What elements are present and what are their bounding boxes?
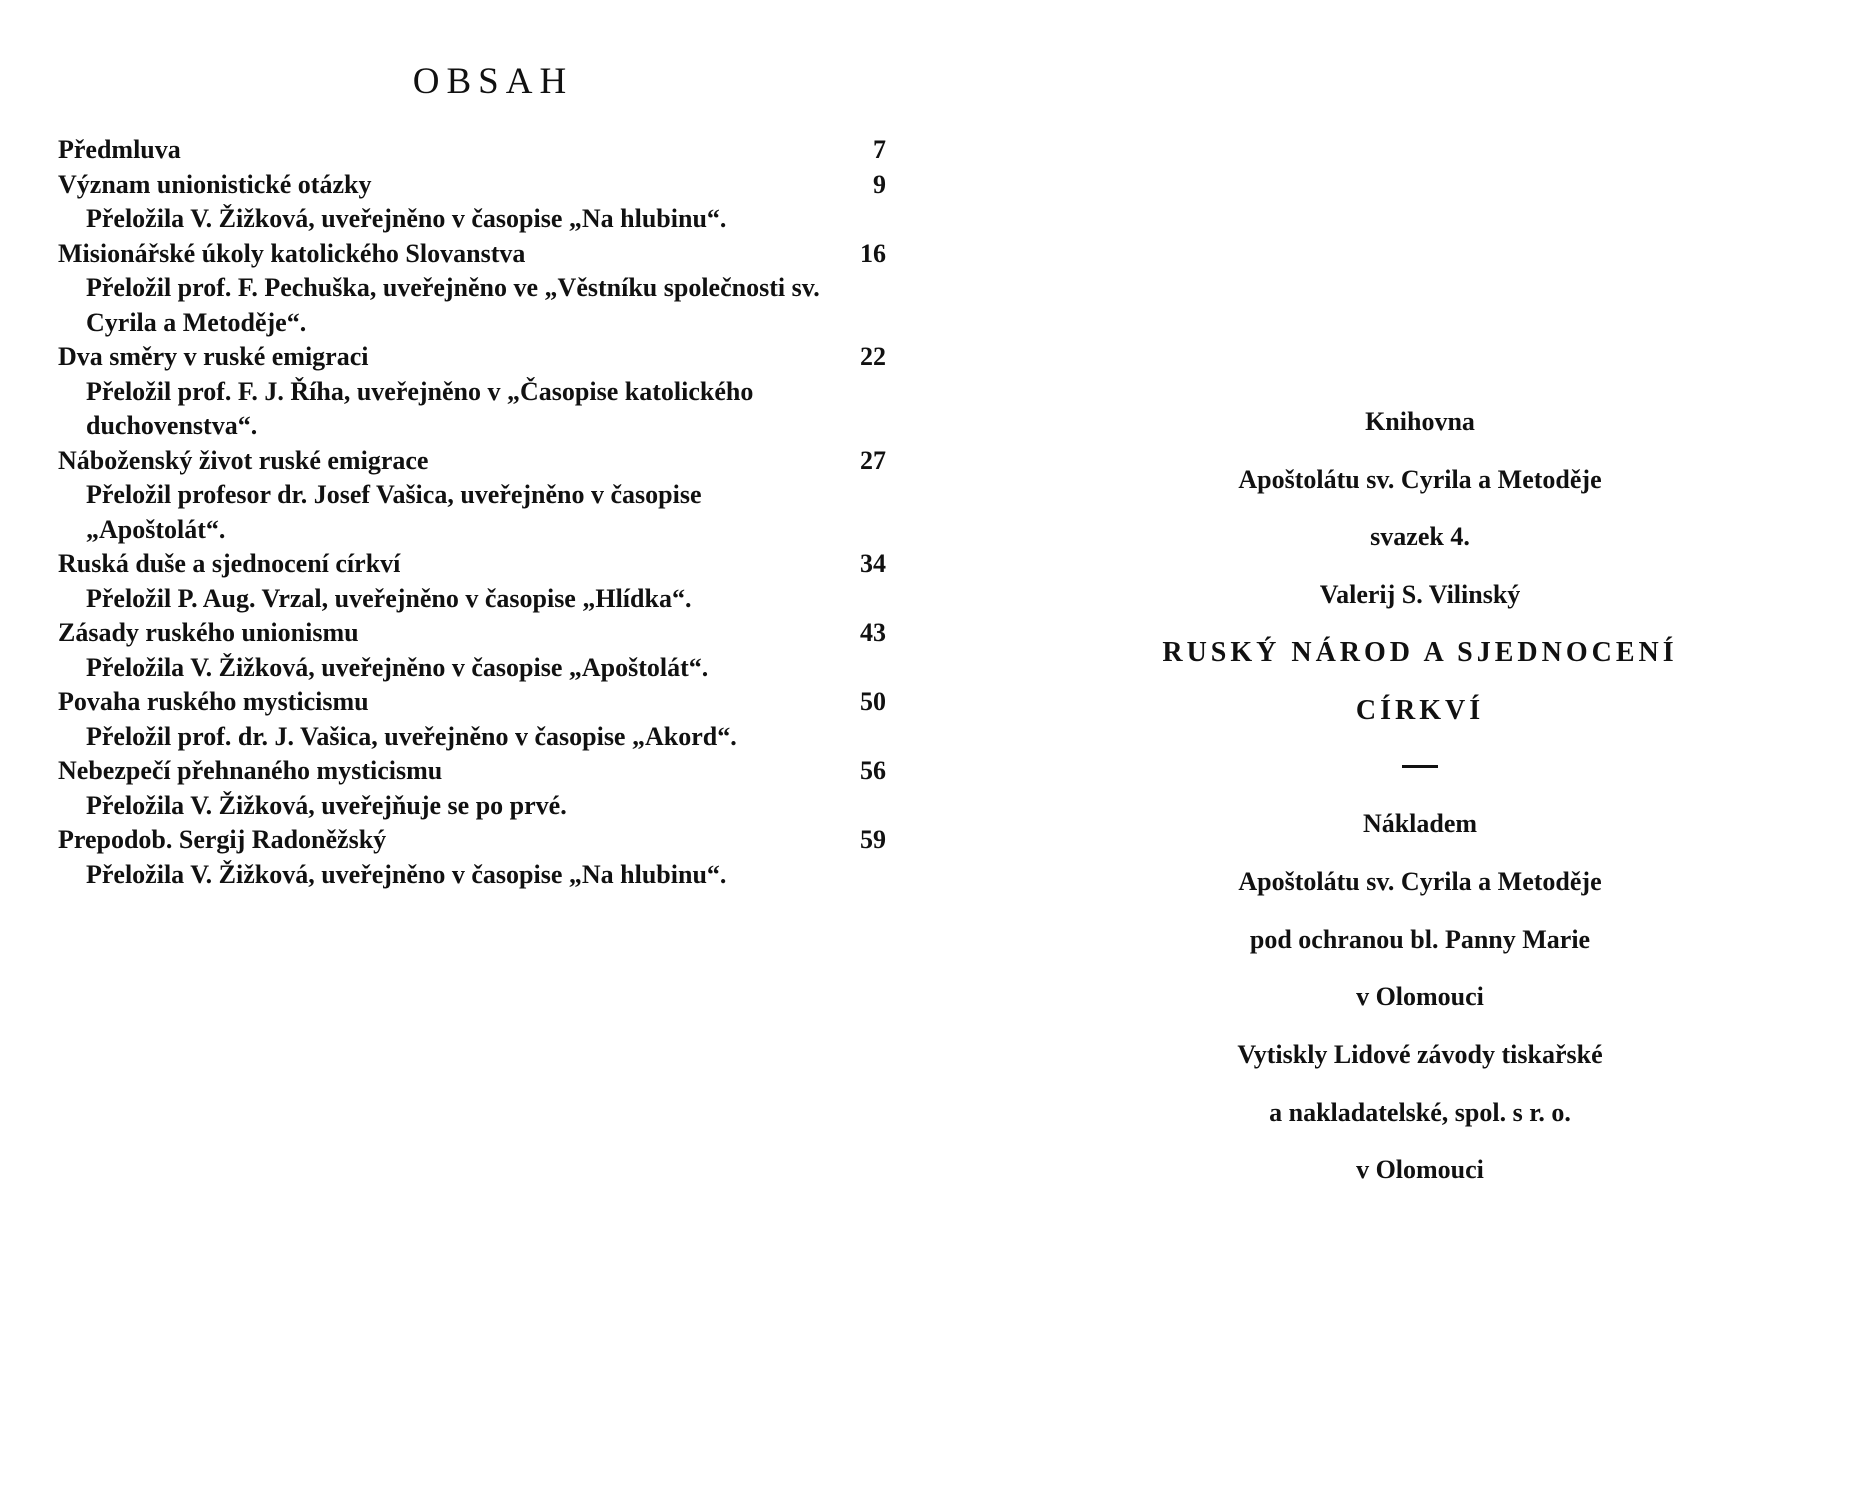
table-of-contents-page [58,60,898,892]
toc-entry-translator-note: Přeložila V. Žižková, uveřejněno v časopise „Apoštolát“. [86,652,709,682]
toc-entry [58,547,898,616]
toc-heading: OBSAH [412,61,574,102]
toc-entry [58,444,898,548]
toc-entry-title: Náboženský život ruské emigrace [58,445,429,475]
toc-entry-title: Zásady ruského unionismu [58,618,359,647]
printer-line-1: Vytiskly Lidové závody tiskařské [1237,1040,1603,1070]
toc-entry-title: Misionářské úkoly katolického Slovanstva [58,238,526,268]
toc-entry-row [58,616,898,651]
toc-entry-title: Nebezpečí přehnaného mysticismu [58,756,443,785]
toc-entry-title: Povaha ruského mysticismu [58,687,369,716]
toc-entry [58,616,898,685]
toc-entry [58,823,898,892]
toc-page-number: 59 [860,825,886,854]
toc-page-number: 56 [860,756,886,785]
toc-entry [58,133,898,168]
toc-entry-translator-note: Přeložil P. Aug. Vrzal, uveřejněno v časopise „Hlídka“. [86,583,692,613]
toc-entry-title: Prepodob. Sergij Radoněžský [58,825,387,854]
toc-page-number: 27 [860,445,886,475]
volume-number: svazek 4. [1370,522,1470,552]
toc-page-number: 16 [860,238,886,268]
printer-line-2: a nakladatelské, spol. s r. o. [1269,1097,1571,1127]
printer-place: v Olomouci [1356,1155,1484,1185]
series-publisher: Apoštolátu sv. Cyrila a Metoděje [1238,464,1602,494]
toc-entry-row [58,444,898,479]
toc-list [58,133,898,892]
toc-entry-row [58,547,898,582]
toc-entry-translator-note: Přeložil prof. dr. J. Vašica, uveřejněno v časopise „Akord“. [86,721,737,751]
toc-entry-row [58,823,898,858]
book-title-line-2: CÍRKVÍ [1355,694,1485,726]
toc-page-number: 22 [860,342,886,371]
toc-entry-translator-note: Přeložil prof. F. J. Říha, uveřejněno v „Časopise katolického duchovenstva“. [86,376,754,440]
book-title-line-1: RUSKÝ NÁROD A SJEDNOCENÍ [1162,636,1678,668]
toc-entry-translator-note: Přeložil profesor dr. Josef Vašica, uveřejněno v časopise „Apoštolát“. [86,480,702,544]
toc-entry-translator-note: Přeložil prof. F. Pechuška, uveřejněno ve „Věstníku společnosti sv. Cyrila a Metoděje“. [86,273,820,337]
publisher-name: Apoštolátu sv. Cyrila a Metoděje [1238,866,1602,896]
toc-page-number: 43 [860,618,886,647]
toc-entry [58,685,898,754]
toc-entry-row [58,754,898,789]
toc-entry [58,340,898,444]
toc-entry [58,754,898,823]
title-divider [1402,765,1438,768]
toc-entry-title: Ruská duše a sjednocení církví [58,549,401,578]
toc-entry-row [58,340,898,375]
toc-entry-row [58,237,898,272]
series-name: Knihovna [1365,407,1475,436]
author-name: Valerij S. Vilinský [1319,580,1521,610]
toc-entry-row [58,133,898,168]
toc-entry-translator-note: Přeložila V. Žižková, uveřejňuje se po prvé. [86,790,567,820]
toc-page-number: 50 [860,687,886,716]
toc-entry-title: Dva směry v ruské emigraci [58,342,369,371]
toc-entry-translator-note: Přeložila V. Žižková, uveřejněno v časopise „Na hlubinu“. [86,204,727,233]
toc-entry-title: Význam unionistické otázky [58,169,372,199]
toc-entry-row [58,685,898,720]
toc-entry-translator-note: Přeložila V. Žižková, uveřejněno v časopise „Na hlubinu“. [86,859,727,889]
publisher-subtitle: pod ochranou bl. Panny Marie [1249,924,1591,954]
toc-entry-row [58,168,898,203]
imprint-label: Nákladem [1362,809,1478,839]
toc-entry [58,168,898,237]
publication-place: v Olomouci [1356,982,1484,1012]
toc-page-number: 9 [873,169,886,199]
toc-entry-title: Předmluva [58,135,181,164]
toc-entry [58,237,898,341]
toc-page-number: 7 [873,135,886,164]
title-page [1120,393,1720,1199]
toc-page-number: 34 [860,549,886,578]
